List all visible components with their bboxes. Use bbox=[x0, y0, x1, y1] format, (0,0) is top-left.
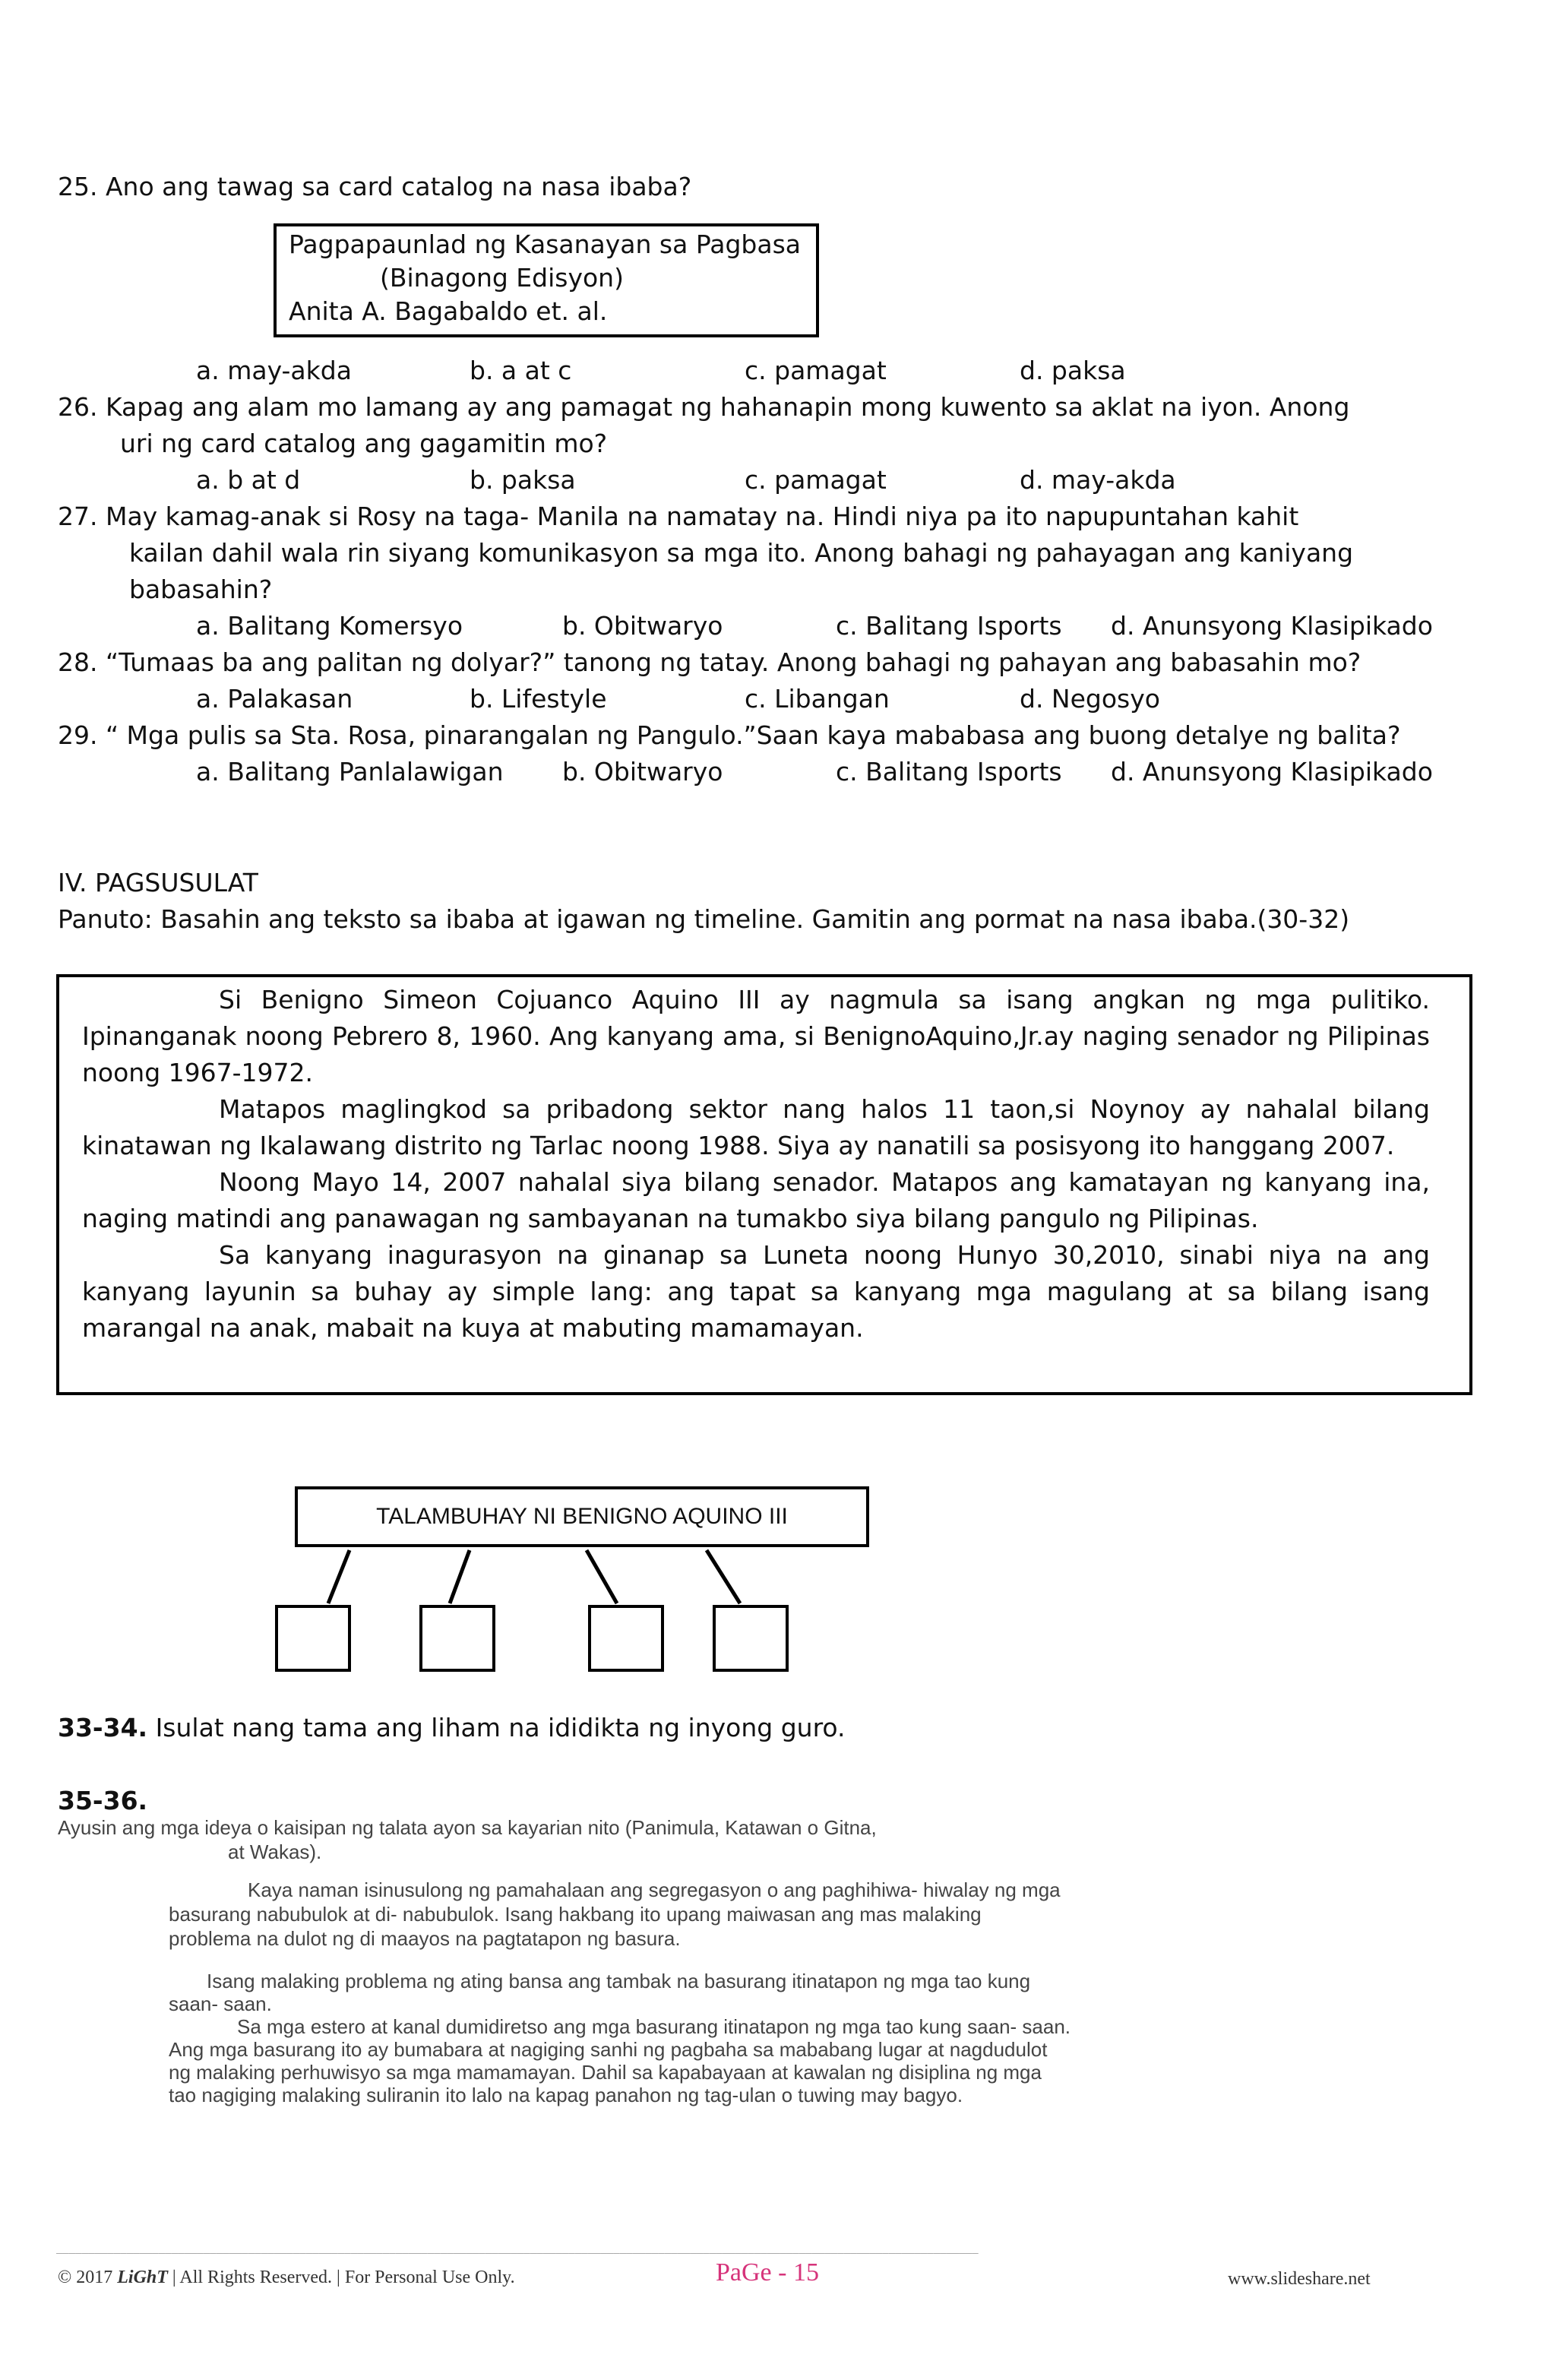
catalog-edition: (Binagong Edisyon) bbox=[380, 263, 624, 293]
question-27-line3: babasahin? bbox=[129, 574, 273, 604]
copyright-brand: LiGhT bbox=[117, 2268, 168, 2287]
passage-paragraph: Matapos maglingkod sa pribadong sektor nang halos 11 taon,si Noynoy ay nahalal bilang kinatawan ng Ikalawang distrito ng Tarlac noong 1988. Siya ay nanatili sa posisyong ito hanggang 2007. bbox=[82, 1094, 1430, 1160]
q29-option-a: a. Balitang Panlalawigan bbox=[196, 757, 504, 786]
q28-option-d: d. Negosyo bbox=[1020, 684, 1160, 714]
question-27-line1: 27. May kamag-anak si Rosy na taga- Manila na namatay na. Hindi niya pa ito napupuntahan kahit bbox=[58, 502, 1299, 531]
question-28: 28. “Tumaas ba ang palitan ng dolyar?” tanong ng tatay. Anong bahagi ng pahayan ang babasahin mo? bbox=[58, 647, 1362, 677]
q26-option-a: a. b at d bbox=[196, 465, 301, 495]
q28-option-a: a. Palakasan bbox=[196, 684, 353, 714]
timeline-connector bbox=[587, 1550, 617, 1603]
catalog-author: Anita A. Bagabaldo et. al. bbox=[289, 296, 608, 326]
q29-option-d: d. Anunsyong Klasipikado bbox=[1111, 757, 1433, 786]
passage-paragraph: Sa kanyang inagurasyon na ginanap sa Luneta noong Hunyo 30,2010, sinabi niya na ang kanyang layunin sa buhay ay simple lang: ang tapat sa kanyang mga magulang at sa bilang isang marangal na anak, mabait na kuya at mabuting mamamayan. bbox=[82, 1240, 1430, 1343]
question-29: 29. “ Mga pulis sa Sta. Rosa, pinarangalan ng Pangulo.”Saan kaya mababasa ang buong detalye ng balita? bbox=[58, 720, 1401, 750]
question-27-line2: kailan dahil wala rin siyang komunikasyon sa mga ito. Anong bahagi ng pahayagan ang kaniyang bbox=[129, 538, 1354, 568]
copyright-prefix: © 2017 bbox=[58, 2268, 118, 2287]
timeline-empty-box[interactable] bbox=[588, 1605, 664, 1672]
question-number: 33-34. bbox=[58, 1713, 148, 1742]
q28-option-c: c. Libangan bbox=[745, 684, 890, 714]
q27-option-b: b. Obitwaryo bbox=[562, 611, 723, 641]
timeline-empty-box[interactable] bbox=[713, 1605, 789, 1672]
q25-option-a: a. may-akda bbox=[196, 356, 352, 385]
page-number: PaGe - 15 bbox=[716, 2258, 819, 2287]
question-26-line2: uri ng card catalog ang gagamitin mo? bbox=[120, 429, 608, 458]
timeline-connector bbox=[450, 1550, 470, 1603]
q25-option-c: c. pamagat bbox=[745, 356, 887, 385]
q27-option-d: d. Anunsyong Klasipikado bbox=[1111, 611, 1433, 641]
scan-instruction: Ayusin ang mga ideya o kaisipan ng talata ayon sa kayarian nito (Panimula, Katawan o Gitna, bbox=[58, 1816, 877, 1839]
timeline-connector bbox=[328, 1550, 349, 1603]
timeline-empty-box[interactable] bbox=[419, 1605, 495, 1672]
passage-paragraph: Si Benigno Simeon Cojuanco Aquino III ay nagmula sa isang angkan ng mga pulitiko. Ipinanganak noong Pebrero 8, 1960. Ang kanyang ama, si BenignoAquino,Jr.ay naging senador ng Pilipinas noong 1967-1972. bbox=[82, 985, 1430, 1087]
q26-option-b: b. paksa bbox=[470, 465, 576, 495]
footer-copyright bbox=[58, 2268, 515, 2288]
q28-option-b: b. Lifestyle bbox=[470, 684, 607, 714]
passage-paragraph: Noong Mayo 14, 2007 nahalal siya bilang senador. Matapos ang kamatayan ng kanyang ina, naging matindi ang panawagan ng sambayanan na tumakbo siya bilang pangulo ng Pilipinas. bbox=[82, 1167, 1430, 1233]
question-25: 25. Ano ang tawag sa card catalog na nasa ibaba? bbox=[58, 172, 692, 201]
question-35-36-number: 35-36. bbox=[58, 1786, 148, 1815]
scan-text-line: Sa mga estero at kanal dumidiretso ang mga basurang itinatapon ng mga tao kung saan- saan. bbox=[237, 2015, 1071, 2038]
q29-option-c: c. Balitang Isports bbox=[836, 757, 1062, 786]
footer-site: www.slideshare.net bbox=[1228, 2269, 1371, 2289]
question-33-34 bbox=[58, 1711, 846, 1745]
catalog-title: Pagpapaunlad ng Kasanayan sa Pagbasa bbox=[289, 229, 802, 259]
q26-option-d: d. may-akda bbox=[1020, 465, 1176, 495]
q26-option-c: c. pamagat bbox=[745, 465, 887, 495]
section-heading: IV. PAGSUSULAT bbox=[58, 868, 258, 897]
scan-text-line: tao nagiging malaking suliranin ito lalo na kapag panahon ng tag-ulan o tuwing may bagyo. bbox=[169, 2084, 963, 2106]
section-instruction: Panuto: Basahin ang teksto sa ibaba at igawan ng timeline. Gamitin ang pormat na nasa ibaba.(30-32) bbox=[58, 904, 1350, 934]
scan-text-line: saan- saan. bbox=[169, 1992, 272, 2015]
q25-option-d: d. paksa bbox=[1020, 356, 1126, 385]
copyright-suffix: | All Rights Reserved. | For Personal Use Only. bbox=[167, 2268, 515, 2287]
timeline-empty-box[interactable] bbox=[275, 1605, 351, 1672]
scan-text-line: Kaya naman isinusulong ng pamahalaan ang segregasyon o ang paghihiwa- hiwalay ng mga bbox=[248, 1878, 1061, 1901]
q27-option-c: c. Balitang Isports bbox=[836, 611, 1062, 641]
q25-option-b: b. a at c bbox=[470, 356, 572, 385]
scan-instruction: at Wakas). bbox=[228, 1840, 322, 1863]
scan-text-line: Isang malaking problema ng ating bansa ang tambak na basurang itinatapon ng mga tao kung bbox=[207, 1970, 1031, 1992]
q29-option-b: b. Obitwaryo bbox=[562, 757, 723, 786]
scan-text-line: Ang mga basurang ito ay bumabara at nagiging sanhi ng pagbaha sa mababang lugar at nagdudulot bbox=[169, 2038, 1048, 2061]
question-text: Isulat nang tama ang liham na ididikta ng inyong guro. bbox=[147, 1713, 846, 1742]
question-26-line1: 26. Kapag ang alam mo lamang ay ang pamagat ng hahanapin mong kuwento sa aklat na iyon. Anong bbox=[58, 392, 1350, 422]
scan-text-line: ng malaking perhuwisyo sa mga mamamayan. Dahil sa kapabayaan at kawalan ng disiplina ng mga bbox=[169, 2061, 1042, 2084]
timeline-connector bbox=[707, 1550, 740, 1603]
scan-text-line: basurang nabubulok at di- nabubulok. Isang hakbang ito upang maiwasan ang mas malaking bbox=[169, 1903, 982, 1926]
q27-option-a: a. Balitang Komersyo bbox=[196, 611, 463, 641]
footer-rule: ________________________________________________________________________________________________________________________________________________ bbox=[56, 2242, 979, 2254]
scan-text-line: problema na dulot ng di maayos na pagtatapon ng basura. bbox=[169, 1927, 681, 1950]
timeline-title: TALAMBUHAY NI BENIGNO AQUINO III bbox=[376, 1504, 788, 1529]
